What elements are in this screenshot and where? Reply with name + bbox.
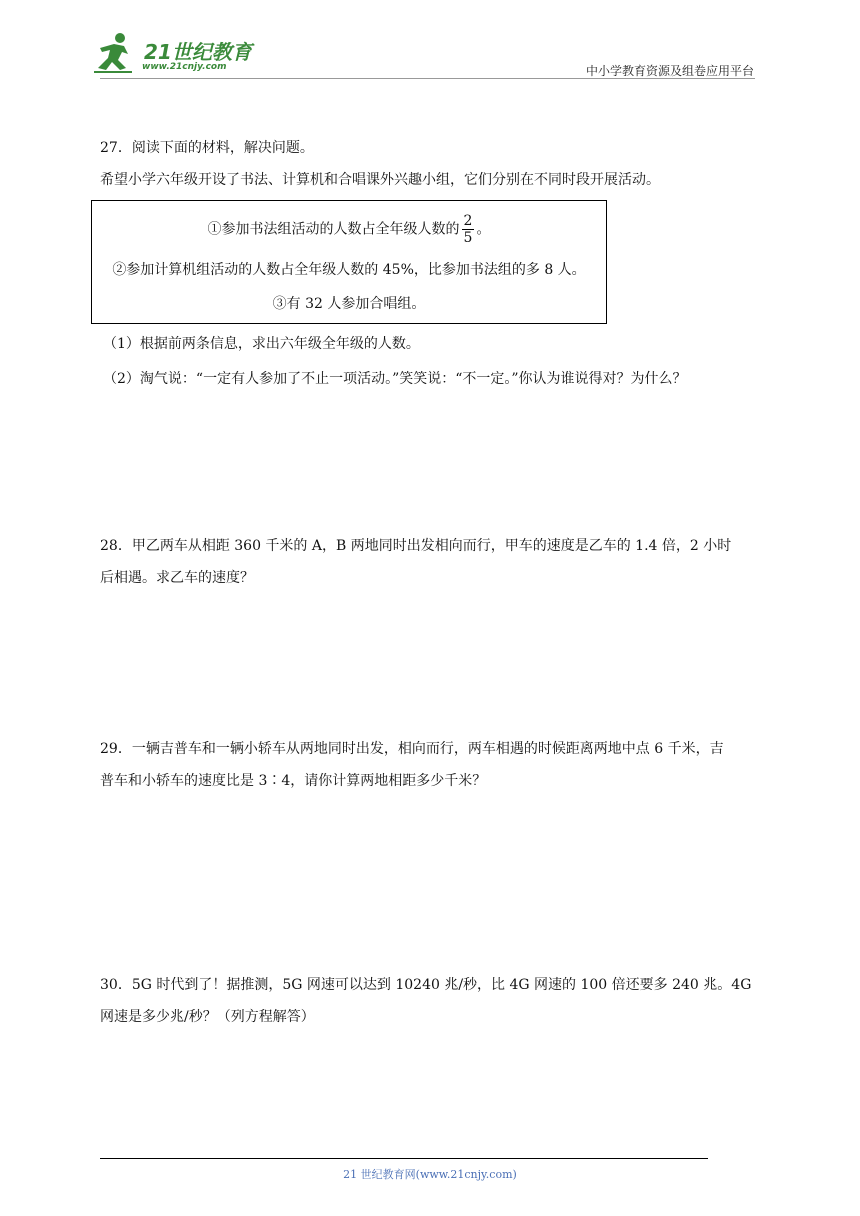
info-line-1-text: ①参加书法组活动的人数占全年级人数的	[207, 221, 460, 238]
logo-text: 21世纪教育	[144, 40, 252, 64]
question-27-part-1: （1）根据前两条信息，求出六年级全年级的人数。	[103, 336, 420, 352]
question-27-intro: 希望小学六年级开设了书法、计算机和合唱课外兴趣小组，它们分别在不同时段开展活动。	[100, 172, 660, 188]
question-27-title: 27．阅读下面的材料，解决问题。	[100, 140, 314, 156]
question-29-line-2: 普车和小轿车的速度比是 3∶4，请你计算两地相距多少千米？	[100, 773, 487, 789]
info-line-2: ②参加计算机组活动的人数占全年级人数的 45%，比参加书法组的多 8 人。	[112, 262, 586, 278]
question-28-line-2: 后相遇。求乙车的速度？	[100, 570, 254, 586]
info-box	[91, 200, 607, 324]
question-30	[100, 969, 765, 1033]
fraction-denominator: 5	[463, 230, 473, 246]
info-line-1	[92, 213, 606, 246]
footer-link[interactable]: 21 世纪教育网(www.21cnjy.com)	[343, 1168, 517, 1181]
fraction-numerator: 2	[463, 213, 473, 229]
question-30-line-1: 30．5G 时代到了！据推测，5G 网速可以达到 10240 兆/秒，比 4G 网速的 100 倍还要多 240 兆。4G	[100, 977, 752, 993]
runner-icon	[92, 30, 142, 74]
info-line-1-end: 。	[476, 221, 491, 238]
question-28-line-1: 28．甲乙两车从相距 360 千米的 A，B 两地同时出发相向而行，甲车的速度是乙车的 1.4 倍，2 小时	[100, 538, 732, 554]
page-header	[0, 0, 860, 80]
header-divider	[100, 78, 755, 79]
question-28	[100, 530, 765, 594]
logo-url: www.21cnjy.com	[142, 62, 227, 72]
fraction-two-fifths	[462, 213, 475, 246]
platform-tagline: 中小学教育资源及组卷应用平台	[585, 64, 754, 78]
question-27-part-2: （2）淘气说：“一定有人参加了不止一项活动。”笑笑说：“不一定。”你认为谁说得对？为什么？	[103, 371, 687, 387]
question-30-line-2: 网速是多少兆/秒？（列方程解答）	[100, 1009, 315, 1025]
info-line-3: ③有 32 人参加合唱组。	[272, 296, 426, 312]
question-29	[100, 733, 765, 797]
question-29-line-1: 29．一辆吉普车和一辆小轿车从两地同时出发，相向而行，两车相遇的时候距离两地中点 6 千米，吉	[100, 741, 724, 757]
site-logo[interactable]	[92, 30, 262, 78]
footer-divider	[100, 1158, 708, 1159]
question-27	[100, 132, 765, 196]
